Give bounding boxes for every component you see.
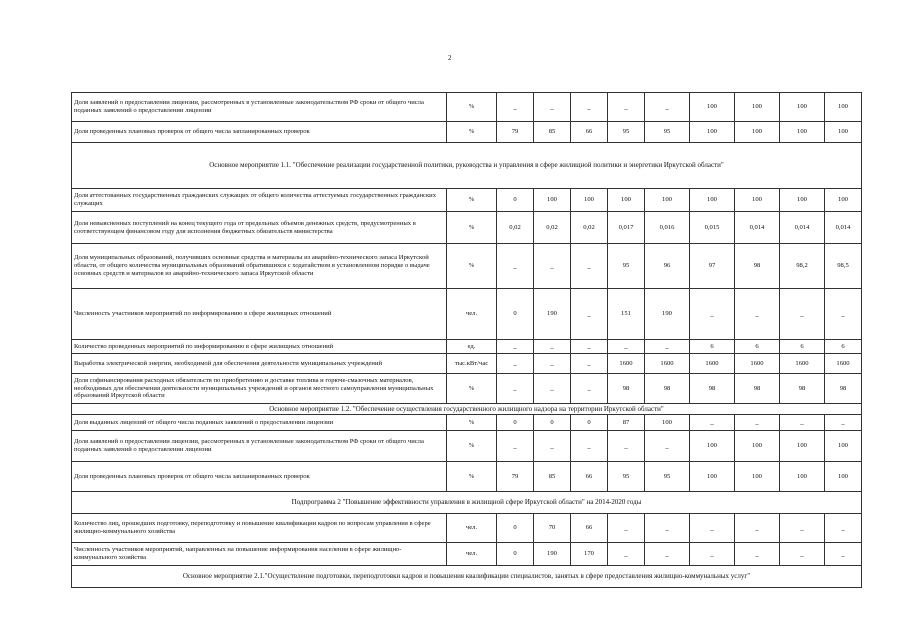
unit-cell: чел. — [447, 514, 497, 543]
value-cell: 0 — [497, 189, 534, 212]
value-cell: _ — [645, 340, 690, 354]
value-cell: 0,015 — [690, 212, 735, 244]
indicator-name: Численность участников мероприятий по информированию в сфере жилищных отношений — [72, 289, 447, 340]
indicator-name: Доля проведенных плановых проверок от общего числа запланированных проверок — [72, 122, 447, 143]
unit-cell: % — [447, 244, 497, 289]
indicator-name: Численность участников мероприятий, направленных на повышение информирования населения в сфере жилищно-коммунального хозяйства — [72, 543, 447, 566]
value-cell: 66 — [571, 122, 608, 143]
value-cell: 0,02 — [571, 212, 608, 244]
value-cell: 6 — [690, 340, 735, 354]
value-cell: _ — [497, 93, 534, 122]
value-cell: 100 — [735, 122, 780, 143]
value-cell: 190 — [534, 289, 571, 340]
value-cell: 0,014 — [825, 212, 862, 244]
value-cell: 190 — [645, 289, 690, 340]
value-cell: _ — [534, 93, 571, 122]
value-cell: 151 — [608, 289, 645, 340]
table-row — [72, 354, 862, 374]
value-cell: 0,016 — [645, 212, 690, 244]
value-cell: 100 — [690, 189, 735, 212]
table-row — [72, 514, 862, 543]
section-row — [72, 143, 862, 189]
indicator-name: Доля выданных лицензий от общего числа поданных заявлений о предоставлении лицензии — [72, 415, 447, 431]
value-cell: _ — [497, 340, 534, 354]
unit-cell: % — [447, 93, 497, 122]
unit-cell: чел. — [447, 289, 497, 340]
value-cell: 79 — [497, 462, 534, 492]
indicator-name: Количество лиц, прошедших подготовку, переподготовку и повышение квалификации кадров по вопросам управления в сфере жилищно-коммунального хозяйства — [72, 514, 447, 543]
value-cell: _ — [571, 374, 608, 404]
value-cell: _ — [608, 340, 645, 354]
value-cell: _ — [780, 289, 825, 340]
unit-cell: ед. — [447, 340, 497, 354]
indicator-name: Доля заявлений о предоставлении лицензии, рассмотренных в установленные законодательством РФ сроки от общего числа поданных заявлений о предоставлении лицензии — [72, 431, 447, 462]
value-cell: _ — [571, 340, 608, 354]
unit-cell: % — [447, 415, 497, 431]
value-cell: 0,02 — [534, 212, 571, 244]
unit-cell: чел. — [447, 543, 497, 566]
value-cell: 100 — [825, 431, 862, 462]
table-row — [72, 289, 862, 340]
value-cell: 98 — [690, 374, 735, 404]
value-cell: _ — [825, 415, 862, 431]
value-cell: 95 — [645, 122, 690, 143]
indicators-table — [71, 92, 862, 588]
table-row — [72, 415, 862, 431]
value-cell: 87 — [608, 415, 645, 431]
value-cell: 0,02 — [497, 212, 534, 244]
unit-cell: % — [447, 122, 497, 143]
value-cell: 1600 — [690, 354, 735, 374]
indicator-name: Доля заявлений о предоставлении лицензии, рассмотренных в установленные законодательством РФ сроки от общего числа поданных заявлений о предоставлении лицензии — [72, 93, 447, 122]
table-row — [72, 431, 862, 462]
table-row — [72, 93, 862, 122]
value-cell: _ — [780, 514, 825, 543]
section-row — [72, 492, 862, 514]
value-cell: 100 — [825, 122, 862, 143]
value-cell: 6 — [825, 340, 862, 354]
table-row — [72, 189, 862, 212]
value-cell: _ — [690, 514, 735, 543]
value-cell: 1600 — [735, 354, 780, 374]
value-cell: 79 — [497, 122, 534, 143]
table-row — [72, 543, 862, 566]
value-cell: 100 — [645, 415, 690, 431]
value-cell: _ — [571, 431, 608, 462]
value-cell: 100 — [780, 431, 825, 462]
unit-cell: % — [447, 431, 497, 462]
value-cell: _ — [780, 543, 825, 566]
unit-cell: % — [447, 374, 497, 404]
value-cell: 100 — [735, 189, 780, 212]
section-title: Основное мероприятие 2.1."Осуществление подготовки, переподготовки кадров и повышения квалификации специалистов, занятых в сфере предоставления жилищно-коммунальных услуг" — [72, 566, 862, 588]
value-cell: 1600 — [825, 354, 862, 374]
value-cell: 100 — [735, 431, 780, 462]
section-title: Подпрограмма 2 "Повышение эффективности управления в жилищной сфере Иркутской области" на 2014-2020 годы — [72, 492, 862, 514]
value-cell: 0 — [571, 415, 608, 431]
value-cell: _ — [608, 514, 645, 543]
value-cell: 100 — [735, 93, 780, 122]
value-cell: 66 — [571, 462, 608, 492]
value-cell: 98 — [780, 374, 825, 404]
value-cell: 100 — [780, 93, 825, 122]
indicator-name: Доля муниципальных образований, получивших основные средства и материалы из аварийно-технического запаса Иркутской области, от общего количества муниципальных образований обратившихся с ходатайством в установленном порядке о выдаче основных средств и материалов из аварийно-технического запаса Иркутской области — [72, 244, 447, 289]
value-cell: _ — [735, 415, 780, 431]
value-cell: 97 — [690, 244, 735, 289]
table-row — [72, 374, 862, 404]
value-cell: 98 — [735, 244, 780, 289]
value-cell: 96 — [645, 244, 690, 289]
indicator-name: Количество проведенных мероприятий по информированию в сфере жилищных отношений — [72, 340, 447, 354]
value-cell: 100 — [645, 189, 690, 212]
value-cell: _ — [825, 543, 862, 566]
value-cell: 0,014 — [780, 212, 825, 244]
value-cell: 100 — [780, 462, 825, 492]
indicator-name: Выработка электрической энергии, необходимой для обеспечения деятельности муниципальных учреждений — [72, 354, 447, 374]
value-cell: 0 — [497, 514, 534, 543]
value-cell: 100 — [735, 462, 780, 492]
value-cell: _ — [534, 340, 571, 354]
value-cell: 100 — [825, 93, 862, 122]
value-cell: 100 — [571, 189, 608, 212]
value-cell: _ — [608, 543, 645, 566]
value-cell: 1600 — [780, 354, 825, 374]
value-cell: _ — [690, 289, 735, 340]
value-cell: 100 — [825, 189, 862, 212]
value-cell: _ — [497, 374, 534, 404]
value-cell: 66 — [571, 514, 608, 543]
value-cell: 100 — [534, 189, 571, 212]
value-cell: 100 — [608, 189, 645, 212]
value-cell: _ — [690, 543, 735, 566]
value-cell: _ — [534, 374, 571, 404]
value-cell: 100 — [780, 189, 825, 212]
value-cell: _ — [608, 93, 645, 122]
value-cell: _ — [645, 431, 690, 462]
value-cell: _ — [825, 514, 862, 543]
value-cell: _ — [690, 415, 735, 431]
unit-cell: % — [447, 212, 497, 244]
value-cell: _ — [645, 514, 690, 543]
value-cell: _ — [645, 543, 690, 566]
value-cell: 95 — [608, 244, 645, 289]
value-cell: 100 — [690, 431, 735, 462]
value-cell: 70 — [534, 514, 571, 543]
value-cell: 98 — [608, 374, 645, 404]
table-row — [72, 122, 862, 143]
value-cell: 6 — [780, 340, 825, 354]
value-cell: 170 — [571, 543, 608, 566]
value-cell: _ — [825, 289, 862, 340]
table-row — [72, 462, 862, 492]
unit-cell: % — [447, 462, 497, 492]
value-cell: _ — [571, 93, 608, 122]
value-cell: 0 — [534, 415, 571, 431]
page-number: 2 — [448, 54, 452, 62]
value-cell: _ — [497, 431, 534, 462]
value-cell: 95 — [645, 462, 690, 492]
value-cell: 100 — [780, 122, 825, 143]
indicator-name: Доля софинансирования расходных обязательств по приобретению и доставке топлива и горюче-смазочных материалов, необходимых для обеспечения деятельности муниципальных учреждений и органов местного самоуправления муниципальных образований Иркутской области — [72, 374, 447, 404]
value-cell: _ — [534, 354, 571, 374]
value-cell: _ — [571, 289, 608, 340]
value-cell: 100 — [690, 122, 735, 143]
value-cell: 0,017 — [608, 212, 645, 244]
unit-cell: % — [447, 189, 497, 212]
value-cell: 95 — [608, 122, 645, 143]
value-cell: 98,5 — [825, 244, 862, 289]
value-cell: _ — [497, 354, 534, 374]
section-title: Основное мероприятие 1.1. "Обеспечение реализации государственной политики, руководства и управления в сфере жилищной политики и энергетики Иркутской области" — [72, 143, 862, 189]
value-cell: 1600 — [608, 354, 645, 374]
value-cell: 0 — [497, 415, 534, 431]
value-cell: 0,014 — [735, 212, 780, 244]
table-row — [72, 244, 862, 289]
section-title: Основное мероприятие 1.2. "Обеспечение осуществления государственного жилищного надзора на территории Иркутской области" — [72, 404, 862, 415]
value-cell: 100 — [825, 462, 862, 492]
value-cell: 98 — [645, 374, 690, 404]
indicator-name: Доля аттестованных государственных гражданских служащих от общего количества аттестуемых государственных гражданских служащих — [72, 189, 447, 212]
value-cell: _ — [608, 431, 645, 462]
value-cell: _ — [735, 289, 780, 340]
section-row — [72, 404, 862, 415]
value-cell: 85 — [534, 462, 571, 492]
table-row — [72, 212, 862, 244]
value-cell: _ — [645, 93, 690, 122]
value-cell: 95 — [608, 462, 645, 492]
value-cell: 98 — [735, 374, 780, 404]
value-cell: 100 — [690, 93, 735, 122]
unit-cell: тыс.кВт/час — [447, 354, 497, 374]
value-cell: _ — [735, 514, 780, 543]
value-cell: 98,2 — [780, 244, 825, 289]
value-cell: _ — [534, 431, 571, 462]
value-cell: _ — [497, 244, 534, 289]
value-cell: 0 — [497, 543, 534, 566]
value-cell: _ — [534, 244, 571, 289]
value-cell: _ — [571, 354, 608, 374]
indicator-name: Доля проведенных плановых проверок от общего числа запланированных проверок — [72, 462, 447, 492]
indicator-name: Доля невыясненных поступлений на конец текущего года от предельных объемов денежных средств, предусмотренных в соответствующем финансовом году для исполнения бюджетных обязательств министерства — [72, 212, 447, 244]
table-row — [72, 340, 862, 354]
value-cell: 190 — [534, 543, 571, 566]
value-cell: _ — [780, 415, 825, 431]
value-cell: 98 — [825, 374, 862, 404]
value-cell: 6 — [735, 340, 780, 354]
value-cell: _ — [735, 543, 780, 566]
value-cell: 1600 — [645, 354, 690, 374]
value-cell: _ — [571, 244, 608, 289]
value-cell: 0 — [497, 289, 534, 340]
section-row — [72, 566, 862, 588]
value-cell: 100 — [690, 462, 735, 492]
value-cell: 85 — [534, 122, 571, 143]
